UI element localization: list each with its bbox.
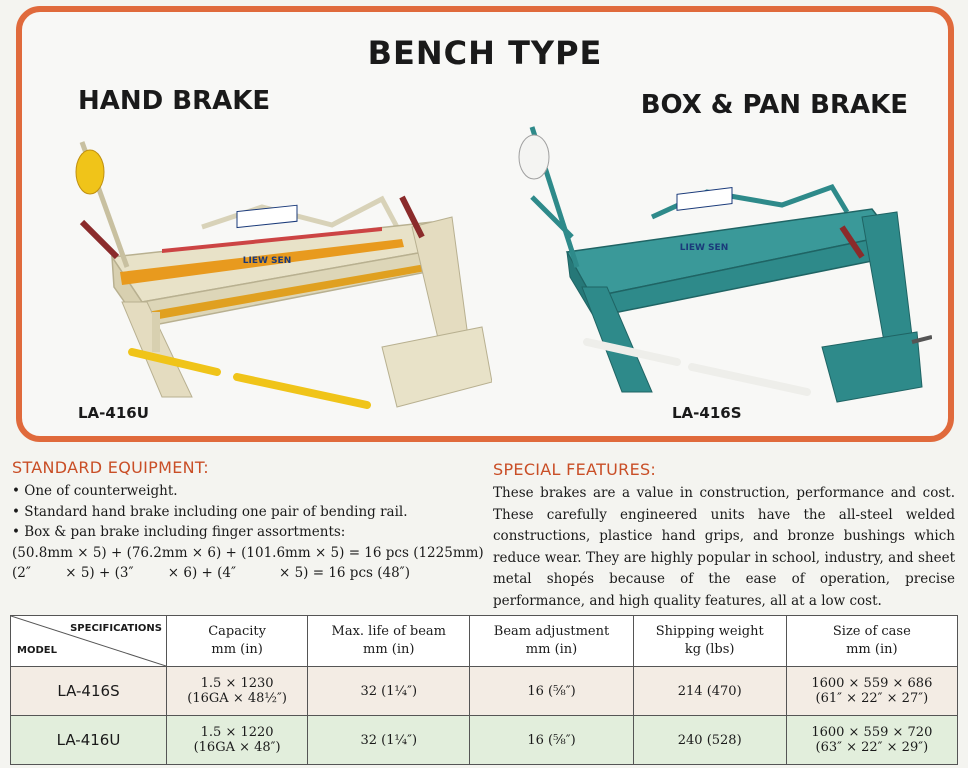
brand-plate [677, 188, 732, 211]
table-header-row [11, 616, 958, 667]
product-panel [16, 6, 954, 442]
specifications-table [10, 615, 958, 765]
capacity-cell: 1.5 × 1230 (16GA × 48½″) [167, 667, 308, 716]
beam-life-cell: 32 (1¼″) [308, 716, 470, 765]
list-item: (50.8mm × 5) + (76.2mm × 6) + (101.6mm × 5) = 16 pcs (1225mm) [12, 544, 484, 561]
list-item: • Box & pan brake including finger assortments: [12, 524, 346, 540]
column-header-capacity: Capacity mm (in) [167, 616, 308, 667]
brand-plate-left: LIEW SEN [242, 256, 292, 266]
beam-life-cell: 32 (1¼″) [308, 667, 470, 716]
box-pan-brake-title: BOX & PAN BRAKE [640, 90, 908, 120]
hand-brake-title: HAND BRAKE [78, 86, 271, 116]
list-item: • One of counterweight. [12, 483, 178, 499]
standard-equipment-heading: STANDARD EQUIPMENT: [12, 458, 209, 477]
weight-cell: 240 (528) [633, 716, 786, 765]
table-corner-cell [11, 616, 167, 667]
list-item: (2″ × 5) + (3″ × 6) + (4″ × 5) = 16 pcs (48″) [12, 565, 410, 581]
box-pan-brake-image [492, 117, 932, 407]
table-row [11, 716, 958, 765]
capacity-cell: 1.5 × 1220 (16GA × 48″) [167, 716, 308, 765]
column-header-shipping-weight: Shipping weight kg (lbs) [633, 616, 786, 667]
corner-model-label: MODEL [17, 645, 57, 656]
weight-cell: 214 (470) [633, 667, 786, 716]
model-cell: LA-416U [11, 716, 167, 765]
brand-plate-right: LIEW SEN [679, 243, 729, 253]
special-features-heading: SPECIAL FEATURES: [493, 460, 657, 479]
standard-equipment-list [12, 481, 482, 584]
column-header-beam-life: Max. life of beam mm (in) [308, 616, 470, 667]
model-label-left: LA-416U [78, 404, 149, 422]
case-size-cell: 1600 × 559 × 720 (63″ × 22″ × 29″) [786, 716, 957, 765]
hand-brake-image [52, 127, 492, 412]
list-item: • Standard hand brake including one pair of bending rail. [12, 503, 408, 520]
model-cell: LA-416S [11, 667, 167, 716]
special-features-text: These brakes are a value in construction, performance and cost. These carefully engineered units have the all-steel welded constructions, plastice hand grips, and bronze bushings which reduce wear. They are highly popular in school, industry, and sheet metal shopés because of the ease of operation, precise performance, and high quality features, all at a low cost. [493, 485, 955, 609]
beam-adjustment-cell: 16 (⅝″) [470, 667, 633, 716]
table-row [11, 667, 958, 716]
beam-adjustment-cell: 16 (⅝″) [470, 716, 633, 765]
column-header-beam-adjustment: Beam adjustment mm (in) [470, 616, 633, 667]
model-label-right: LA-416S [672, 404, 742, 422]
brand-plate [237, 205, 297, 227]
case-size-cell: 1600 × 559 × 686 (61″ × 22″ × 27″) [786, 667, 957, 716]
column-header-case-size: Size of case mm (in) [786, 616, 957, 667]
corner-specifications-label: SPECIFICATIONS [70, 623, 162, 634]
page-title: BENCH TYPE [367, 34, 603, 72]
